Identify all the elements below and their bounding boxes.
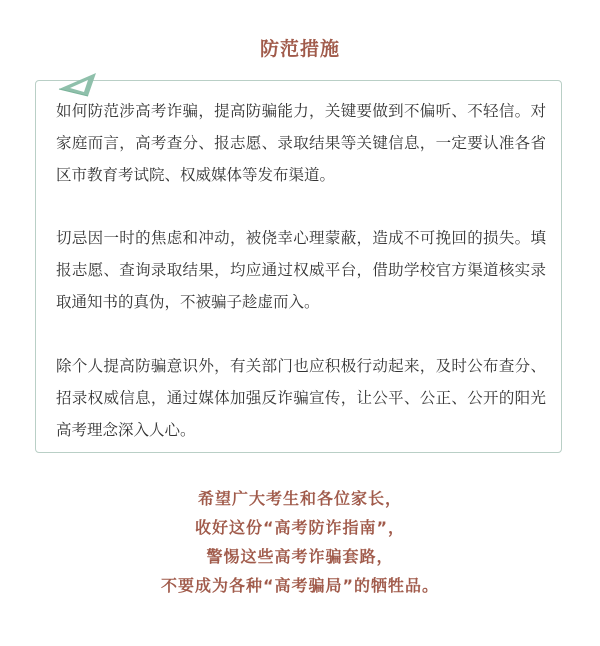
closing-line: 不要成为各种“高考骗局”的牺牲品。 — [160, 576, 440, 595]
triangle-ruler-icon — [58, 69, 98, 97]
paragraph-authorities: 除个人提高防骗意识外，有关部门也应积极行动起来，及时公布查分、招录权威信息，通过媒体加强反诈骗宣传，让公平、公正、公开的阳光高考理念深入人心。 — [56, 357, 546, 439]
closing-line: 收好这份“高考防诈指南”， — [194, 518, 406, 537]
section-heading: 防范措施 — [259, 38, 340, 60]
paragraph-caution: 切忌因一时的焦虑和冲动，被侥幸心理蒙蔽，造成不可挽回的损失。填报志愿、查询录取结果，均应通过权威平台，借助学校官方渠道核实录取通知书的真伪，不被骗子趁虚而入。 — [56, 229, 546, 311]
paragraph-prevention: 如何防范涉高考诈骗，提高防骗能力，关键要做到不偏听、不轻信。对家庭而言，高考查分、报志愿、录取结果等关键信息，一定要认准各省区市教育考试院、权威媒体等发布渠道。 — [56, 102, 546, 184]
closing-message — [0, 484, 600, 600]
closing-line: 警惕这些高考诈骗套路， — [206, 547, 394, 566]
closing-line: 希望广大考生和各位家长， — [197, 489, 402, 508]
